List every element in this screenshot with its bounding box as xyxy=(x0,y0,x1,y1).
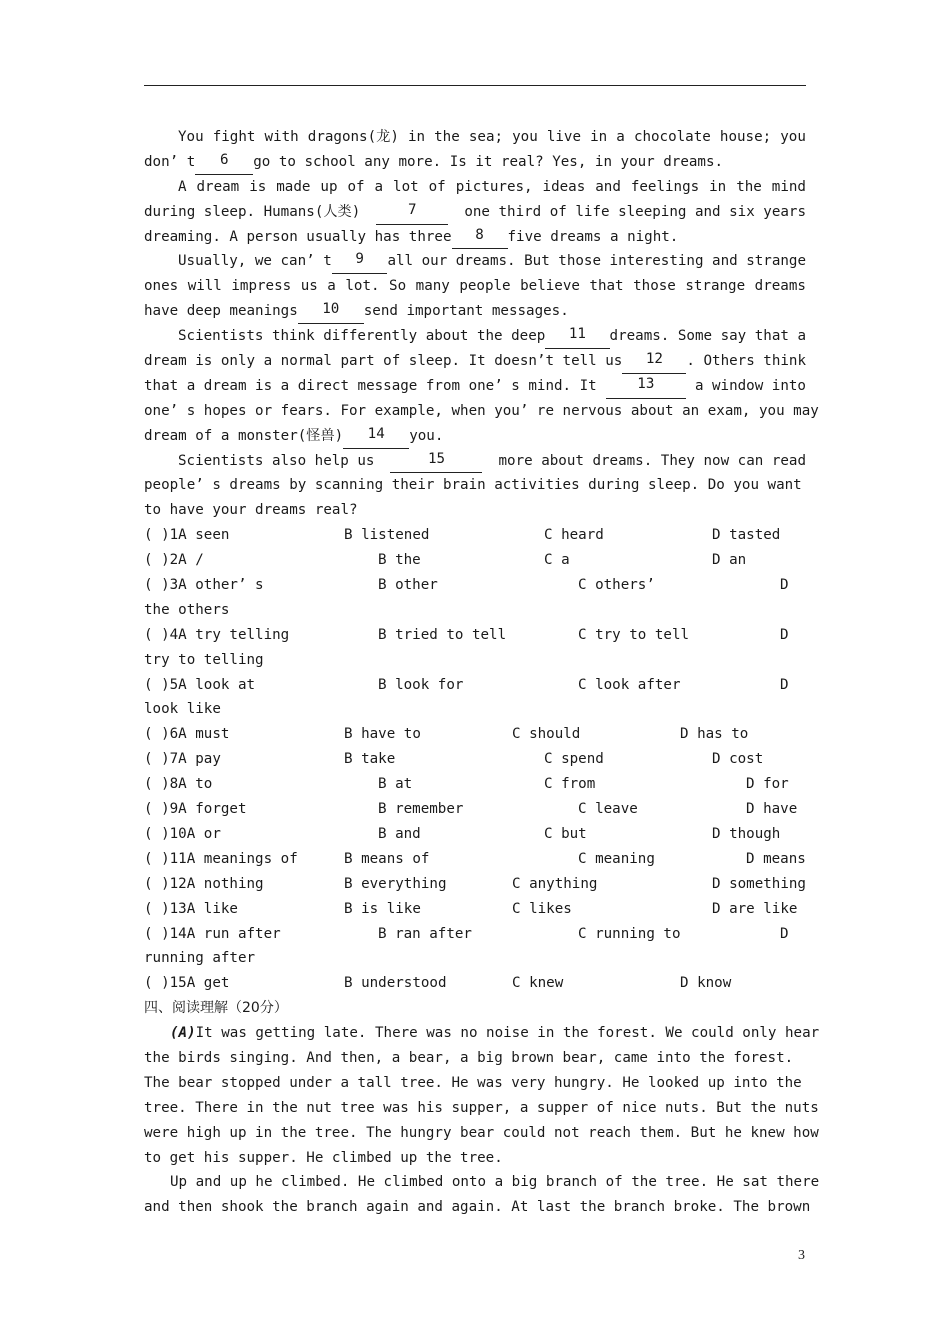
option-b: B have to xyxy=(344,726,421,743)
word: A xyxy=(178,178,187,195)
option-c: C a xyxy=(544,552,570,569)
option-c: C look after xyxy=(578,676,681,693)
word: strange xyxy=(685,278,746,295)
option-d: D xyxy=(780,577,789,594)
question-row xyxy=(144,548,806,573)
option-d: D means xyxy=(746,850,806,867)
word: of xyxy=(428,178,446,195)
option-b: B tried to tell xyxy=(378,626,507,643)
option-c: C should xyxy=(512,726,581,743)
option-c: C but xyxy=(544,825,587,842)
word: sea; xyxy=(468,129,504,145)
question-number: ( )15A get xyxy=(144,975,230,992)
word: many xyxy=(415,278,450,295)
option-d-wrap: look like xyxy=(144,701,221,718)
section4-line-1: (A) It was getting late. There was no noise in the forest. We could only hear xyxy=(144,1021,806,1046)
question-row xyxy=(144,673,806,698)
p4-line-2: dream is only a normal part of sleep. It doesn’t tell us 12 . Others think xyxy=(144,349,806,374)
word: people xyxy=(459,278,511,295)
question-row xyxy=(144,573,806,598)
word: live xyxy=(546,129,582,145)
option-c: C others’ xyxy=(578,577,655,594)
word: house; xyxy=(719,129,772,145)
p1-line-1 xyxy=(144,125,806,150)
word: ideas xyxy=(542,178,586,195)
option-c: C meaning xyxy=(578,850,655,867)
question-row xyxy=(144,971,806,996)
word: dreams xyxy=(754,278,806,295)
blank-11[interactable]: 11 xyxy=(545,324,609,349)
word: in xyxy=(407,129,426,145)
option-b: B and xyxy=(378,825,421,842)
p4-line-1: Scientists think differently about the deep 11 dreams. Some say that a xyxy=(144,324,806,349)
blank-9[interactable]: 9 xyxy=(332,249,388,274)
question-number: ( )1A seen xyxy=(144,527,230,544)
section4-line-8: and then shook the branch again and again. At last the branch broke. The brown xyxy=(144,1199,811,1216)
p4-line-4: one’ s hopes or fears. For example, when you’ re nervous about an exam, you may xyxy=(144,402,819,419)
option-d: D xyxy=(780,676,789,693)
option-b: B is like xyxy=(344,900,421,917)
question-number: ( )11A meanings of xyxy=(144,850,298,867)
page-number: 3 xyxy=(798,1248,805,1263)
option-d: D for xyxy=(746,776,789,793)
section4-line-2: the birds singing. And then, a bear, a big brown bear, came into the forest. xyxy=(144,1049,794,1066)
option-d: D xyxy=(780,626,789,643)
word: and xyxy=(595,178,621,195)
p3-line-2 xyxy=(144,274,806,299)
option-c: C likes xyxy=(512,900,572,917)
question-row xyxy=(144,872,806,897)
option-b: B other xyxy=(378,577,438,594)
p5-line-1: Scientists also help us 15 more about dreams. They now can read xyxy=(144,449,806,474)
word: made xyxy=(276,178,311,195)
word: fight xyxy=(212,129,256,145)
question-number: ( )12A nothing xyxy=(144,875,264,892)
word: dream xyxy=(196,178,240,195)
question-row xyxy=(144,722,806,747)
option-b: B remember xyxy=(378,801,464,818)
blank-12[interactable]: 12 xyxy=(622,349,686,374)
question-row xyxy=(144,897,806,922)
blank-13[interactable]: 13 xyxy=(606,374,686,399)
p2-line-1 xyxy=(144,175,806,200)
blank-7[interactable]: 7 xyxy=(376,200,448,225)
question-number: ( )10A or xyxy=(144,825,221,842)
word: lot xyxy=(393,178,419,195)
option-d: D cost xyxy=(712,751,764,768)
word: feelings xyxy=(630,178,700,195)
option-d-wrap: running after xyxy=(144,950,256,967)
word: believe xyxy=(520,278,580,295)
question-number: ( )14A run after xyxy=(144,925,281,942)
option-d: D though xyxy=(712,825,781,842)
word: dragons(龙) xyxy=(307,129,399,145)
blank-15[interactable]: 15 xyxy=(390,449,482,474)
p4-line-3: that a dream is a direct message from one’ s mind. It 13 a window into xyxy=(144,374,806,399)
option-b: B means of xyxy=(344,850,430,867)
section4-line-7: Up and up he climbed. He climbed onto a big branch of the tree. He sat there xyxy=(170,1174,820,1191)
question-number: ( )6A must xyxy=(144,726,230,743)
word: You xyxy=(178,129,204,145)
word: you xyxy=(512,129,538,145)
section4-line-6: to get his supper. He climbed up the tree. xyxy=(144,1149,503,1166)
question-row xyxy=(144,797,806,822)
word: is xyxy=(249,178,267,195)
question-row xyxy=(144,747,806,772)
option-c: C leave xyxy=(578,801,638,818)
question-number: ( )9A forget xyxy=(144,801,247,818)
page-content xyxy=(144,125,820,1220)
option-d: D are like xyxy=(712,900,798,917)
option-d-wrap: try to telling xyxy=(144,651,264,668)
option-d: D tasted xyxy=(712,527,781,544)
option-d: D something xyxy=(712,875,806,892)
p2-line-3: dreaming. A person usually has three 8 five dreams a night. xyxy=(144,225,806,250)
section4-line-3: The bear stopped under a tall tree. He was very hungry. He looked up into the xyxy=(144,1074,802,1091)
word: us xyxy=(300,278,318,295)
word: those xyxy=(633,278,676,295)
word: ones xyxy=(144,278,179,295)
word: you xyxy=(780,129,806,145)
question-row xyxy=(144,623,806,648)
p5-line-3: to have your dreams real? xyxy=(144,502,358,519)
question-row xyxy=(144,847,806,872)
word: in xyxy=(709,178,727,195)
option-b: B the xyxy=(378,552,421,569)
question-row xyxy=(144,822,806,847)
word: impress xyxy=(231,278,292,295)
option-b: B everything xyxy=(344,875,447,892)
option-b: B at xyxy=(378,776,413,793)
question-list xyxy=(144,523,806,996)
word: in xyxy=(590,129,608,145)
word: with xyxy=(264,129,299,145)
option-b: B look for xyxy=(378,676,464,693)
section-heading: 四、阅读理解（20分） xyxy=(144,1000,288,1017)
word: up xyxy=(320,178,338,195)
word: of xyxy=(347,178,365,195)
p3-line-1: Usually, we can’ t 9 all our dreams. But those interesting and strange xyxy=(144,249,806,274)
question-number: ( )5A look at xyxy=(144,676,256,693)
header-rule xyxy=(144,85,806,86)
blank-14[interactable]: 14 xyxy=(343,424,409,449)
option-d-wrap: the others xyxy=(144,601,230,618)
question-row xyxy=(144,922,806,947)
word: the xyxy=(434,129,460,145)
option-c: C from xyxy=(544,776,596,793)
option-c: C anything xyxy=(512,875,598,892)
word: that xyxy=(589,278,624,295)
question-number: ( )13A like xyxy=(144,900,238,917)
p5-line-2: people’ s dreams by scanning their brain activities during sleep. Do you want xyxy=(144,477,802,494)
p4-line-5: dream of a monster(怪兽) 14 you. xyxy=(144,424,806,449)
p3-line-3: have deep meanings 10 send important messages. xyxy=(144,299,806,324)
option-d: D an xyxy=(712,552,747,569)
word: mind xyxy=(771,178,806,195)
question-row xyxy=(144,523,806,548)
section4-line-4: tree. There in the nut tree was his supper, a supper of nice nuts. But the nuts xyxy=(144,1099,819,1116)
option-d: D has to xyxy=(680,726,749,743)
word: the xyxy=(736,178,762,195)
option-d: D have xyxy=(746,801,798,818)
word: a xyxy=(616,129,625,145)
option-d: D xyxy=(780,925,789,942)
option-b: B take xyxy=(344,751,396,768)
option-b: B listened xyxy=(344,527,430,544)
option-c: C knew xyxy=(512,975,564,992)
blank-8[interactable]: 8 xyxy=(452,225,508,250)
question-number: ( )4A try telling xyxy=(144,626,290,643)
passage-marker: (A) xyxy=(170,1025,196,1042)
word: a xyxy=(327,278,336,295)
word: will xyxy=(187,278,222,295)
word: So xyxy=(389,278,407,295)
p1-line-2: don’ t 6 go to school any more. Is it real? Yes, in your dreams. xyxy=(144,150,806,175)
option-d: D know xyxy=(680,975,732,992)
p2-line-2: during sleep. Humans(人类) 7 one third of life sleeping and six years xyxy=(144,200,806,225)
word: pictures, xyxy=(455,178,533,195)
option-b: B understood xyxy=(344,975,447,992)
word: a xyxy=(374,178,384,195)
option-c: C running to xyxy=(578,925,681,942)
word: chocolate xyxy=(633,129,711,145)
question-number: ( )2A / xyxy=(144,552,204,569)
question-number: ( )7A pay xyxy=(144,751,221,768)
question-number: ( )8A to xyxy=(144,776,213,793)
option-c: C spend xyxy=(544,751,604,768)
option-c: C try to tell xyxy=(578,626,690,643)
question-number: ( )3A other’ s xyxy=(144,577,264,594)
option-b: B ran after xyxy=(378,925,472,942)
word: lot. xyxy=(345,278,380,295)
section4-line-5: were high up in the tree. The hungry bear could not reach them. But he knew how xyxy=(144,1124,819,1141)
option-c: C heard xyxy=(544,527,604,544)
blank-6[interactable]: 6 xyxy=(195,150,253,175)
question-row xyxy=(144,772,806,797)
blank-10[interactable]: 10 xyxy=(298,299,364,324)
